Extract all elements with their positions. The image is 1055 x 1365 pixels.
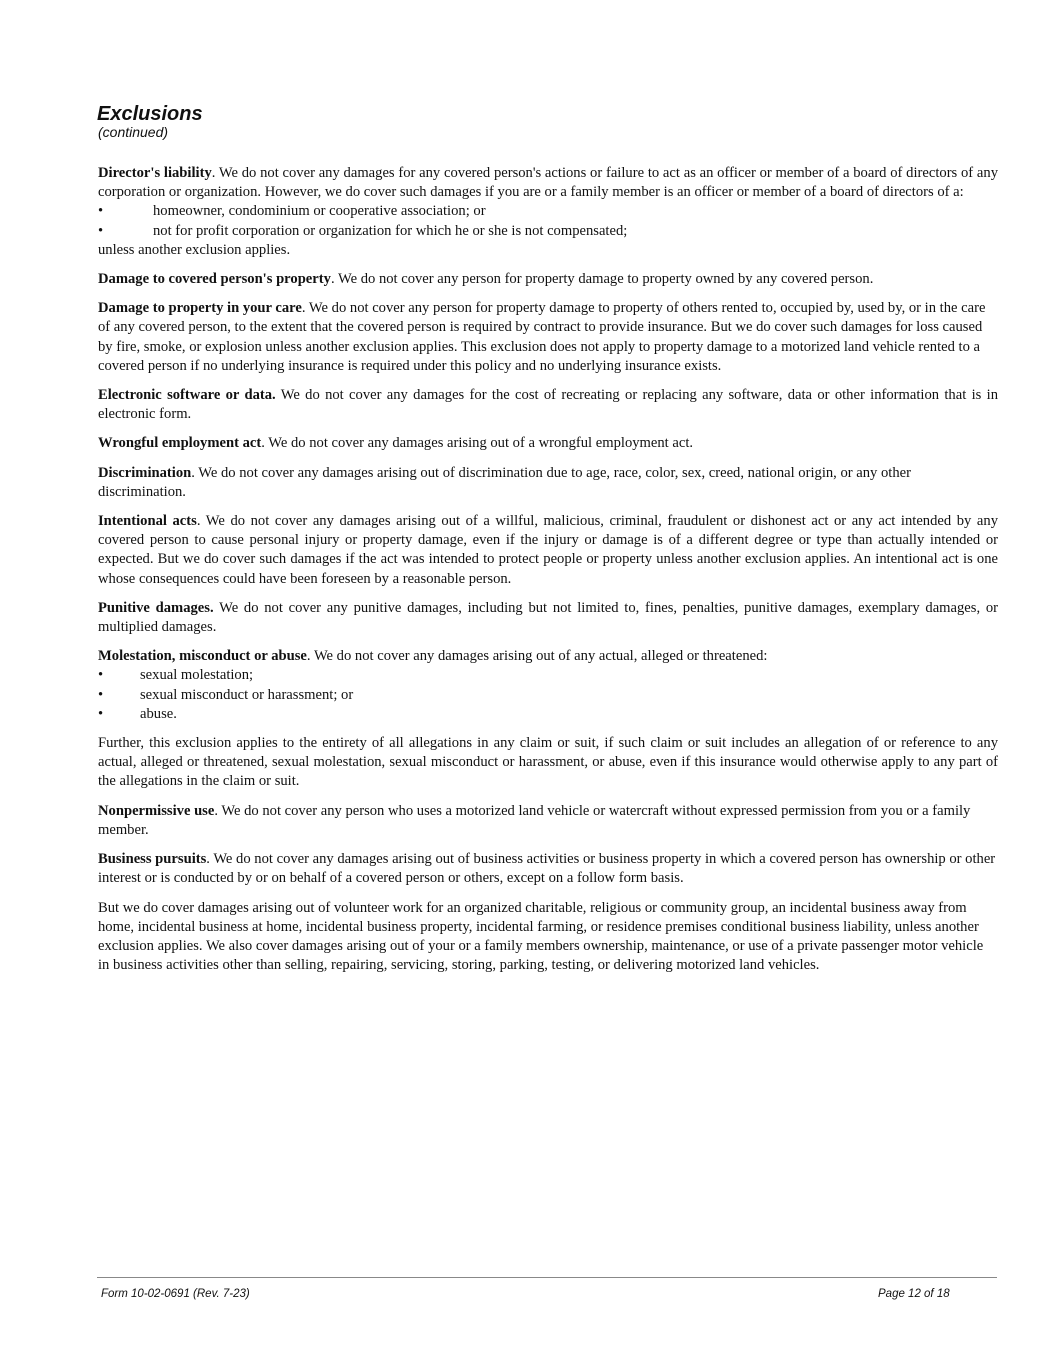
bullet-item: • not for profit corporation or organization for which he or she is not compensated; (98, 222, 998, 241)
section-text: . We do not cover any damages for any covered person's actions or failure to act as an officer or member of a board of directors of any corporation or organization. However, we do cover such damages if you are or a family member is an officer or member of a board of directors of a: (98, 165, 998, 201)
bullet-icon: • (98, 705, 104, 722)
footer-form-number: Form 10-02-0691 (Rev. 7-23) (101, 1288, 250, 1300)
bullet-icon: • (98, 203, 104, 220)
section-title: Director's liability (98, 165, 212, 181)
section-wrongful-employment (98, 434, 998, 453)
section-title: Wrongful employment act (98, 435, 262, 452)
section-title: Intentional acts (98, 513, 197, 530)
bullet-list (98, 666, 998, 724)
section-electronic-software (98, 386, 998, 424)
section-title: Business pursuits (98, 851, 207, 868)
section-title: Molestation, misconduct or abuse (98, 648, 307, 665)
bullet-item: • sexual misconduct or harassment; or (98, 686, 998, 705)
section-text: . We do not cover any person for property damage to property of others rented to, occupied by, used by, or in the care of any covered person, to the extent that the covered person is required by contract to provide insurance. But we do cover such damages for loss caused by fire, smoke, or explosion unless another exclusion applies. This exclusion does not apply to property damage to a motorized land vehicle rented to a covered person if no underlying insurance is required under this policy and no underlying insurance exists. (98, 300, 986, 374)
section-text: . We do not cover any person who uses a motorized land vehicle or watercraft without expressed permission from you or a family member. (98, 802, 971, 838)
bullet-icon: • (98, 686, 104, 703)
section-text: . We do not cover any person for property damage to property owned by any covered person. (330, 271, 874, 288)
bullet-item: • homeowner, condominium or cooperative association; or (98, 202, 998, 221)
section-text: . We do not cover any damages arising out of discrimination due to age, race, color, sex, creed, national origin, or any other discrimination. (98, 464, 911, 500)
section-directors-liability (98, 164, 998, 260)
section-text: . We do not cover any damages arising out of a wrongful employment act. (261, 435, 694, 452)
section-text: . We do not cover any damages arising out of any actual, alleged or threatened: (306, 648, 768, 665)
section-punitive-damages (98, 599, 998, 637)
bullet-item: • sexual molestation; (98, 666, 998, 685)
section-further: Further, this exclusion applies to the entirety of all allegations in any claim or suit, if such claim or suit includes an allegation of or reference to any actual, alleged or threatened, sexual molestation, sexual misconduct or harassment, or abuse, even if this insurance would otherwise apply to any part of the allegations in the claim or suit. (98, 735, 998, 790)
footer-page-number: Page 12 of 18 (878, 1288, 950, 1300)
page-title: Exclusions (97, 103, 203, 125)
section-text: We do not cover any damages for the cost of recreating or replacing any software, data or other information that is in electronic form. (98, 387, 998, 423)
page-subtitle: (continued) (98, 124, 169, 140)
section-title: Damage to covered person's property (98, 271, 331, 288)
section-title: Nonpermissive use (98, 802, 215, 819)
section-title: Damage to property in your care (98, 300, 302, 317)
footer-divider (97, 1277, 997, 1278)
section-intentional-acts (98, 512, 998, 589)
bullet-list (98, 202, 998, 240)
document-body (98, 164, 998, 985)
bullet-icon: • (98, 667, 104, 684)
section-nonpermissive-use (98, 802, 998, 840)
section-business-exception: But we do cover damages arising out of volunteer work for an organized charitable, religious or community group, an incidental business away from home, incidental business at home, incidental business property, incidental farming, or residence premises conditional business liability, unless another exclusion applies. We also cover damages arising out of your or a family members ownership, maintenance, or use of a private passenger motor vehicle in business activities other than selling, repairing, servicing, storing, parking, testing, or delivering motorized land vehicles. (98, 899, 984, 974)
section-title: Electronic software or data. (98, 387, 276, 404)
bullet-icon: • (98, 222, 104, 239)
section-discrimination (98, 464, 998, 502)
section-damage-covered-property (98, 270, 998, 289)
section-molestation (98, 647, 998, 724)
section-after-text: unless another exclusion applies. (98, 241, 291, 258)
bullet-item: • abuse. (98, 705, 998, 724)
section-text: We do not cover any punitive damages, including but not limited to, fines, penalties, punitive damages, exemplary damages, or multiplied damages. (98, 599, 998, 636)
section-text: . We do not cover any damages arising out of a willful, malicious, criminal, fraudulent or dishonest act or any act intended by any covered person to cause personal injury or property damage, even if the injury or damage is of a different degree or type than actually intended or expected. But we do cover such damages if the act was intended to protect people or property unless another exclusion applies. An intentional act is one whose consequences could have been foreseen by a reasonable person. (98, 513, 998, 587)
section-title: Punitive damages. (98, 599, 214, 616)
section-text: . We do not cover any damages arising out of business activities or business property in which a covered person has ownership or other interest or is conducted by or on behalf of a covered person or others, except on a follow form basis. (98, 851, 996, 887)
section-damage-property-in-care (98, 299, 998, 376)
section-title: Discrimination (98, 464, 192, 481)
section-business-pursuits (98, 850, 998, 888)
